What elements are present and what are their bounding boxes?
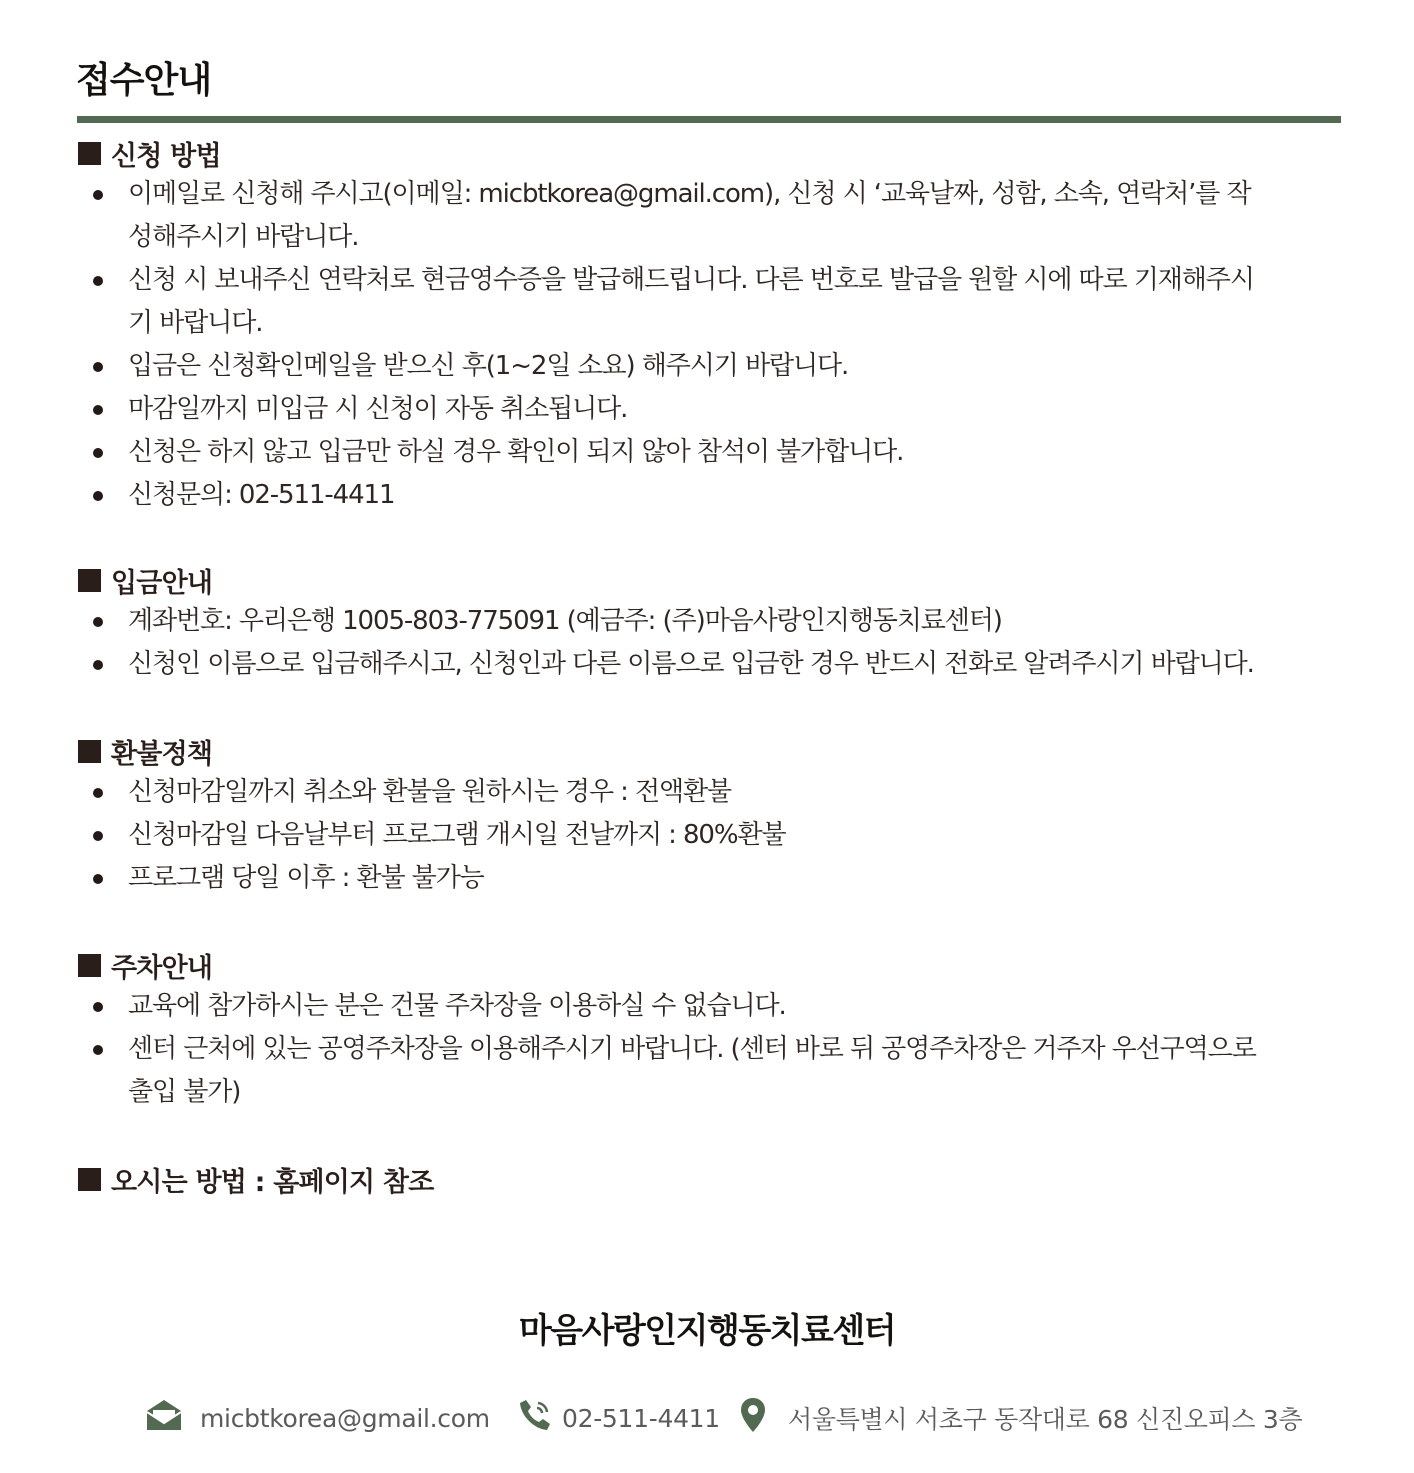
list-item-text: 신청마감일 다음날부터 프로그램 개시일 전날까지 : 80%환불 [128, 820, 786, 850]
square-bullet-icon [78, 954, 101, 977]
bullet-list [78, 985, 1342, 1114]
list-item-text: 성해주시기 바랍니다. [128, 222, 359, 252]
list-item-text: 프로그램 당일 이후 : 환불 불가능 [128, 863, 484, 893]
envelope-icon [146, 1399, 182, 1437]
bullet-list [78, 600, 1342, 686]
bullet-dot-icon [93, 1002, 103, 1012]
bullet-dot-icon [93, 660, 103, 670]
list-item-text: 교육에 참가하시는 분은 건물 주차장을 이용하실 수 없습니다. [128, 991, 786, 1021]
list-item-text: 신청마감일까지 취소와 환불을 원하시는 경우 : 전액환불 [128, 777, 732, 807]
phone-icon [518, 1398, 552, 1438]
title-divider [77, 116, 1341, 123]
list-item-text: 신청은 하지 않고 입금만 하실 경우 확인이 되지 않아 참석이 불가합니다. [128, 437, 904, 467]
center-name: 마음사랑인지행동치료센터 [518, 1311, 896, 1351]
bullet-dot-icon [93, 491, 103, 501]
list-item [78, 857, 1342, 900]
list-item [78, 345, 1342, 388]
bullet-dot-icon [93, 617, 103, 627]
section-heading [78, 731, 1342, 771]
bullet-dot-icon [93, 874, 103, 884]
section-heading-text: 환불정책 [111, 738, 213, 770]
section-parking-info [78, 945, 1342, 1114]
list-item-text: 기 바랍니다. [128, 308, 263, 338]
square-bullet-icon [78, 1168, 101, 1191]
list-item-text: 입금은 신청확인메일을 받으신 후(1~2일 소요) 해주시기 바랍니다. [128, 351, 849, 381]
contact-address [740, 1396, 1302, 1440]
list-item [78, 1028, 1342, 1114]
list-item [78, 173, 1342, 259]
bullet-dot-icon [93, 448, 103, 458]
bullet-dot-icon [93, 190, 103, 200]
page-title: 접수안내 [76, 60, 212, 101]
list-item [78, 259, 1342, 345]
section-heading-text: 입금안내 [111, 567, 213, 599]
contact-email[interactable] [146, 1396, 490, 1440]
section-heading [78, 945, 1342, 985]
list-item-text: 신청인 이름으로 입금해주시고, 신청인과 다른 이름으로 입금한 경우 반드시 전화로 알려주시기 바랍니다. [128, 649, 1254, 679]
bullet-dot-icon [93, 788, 103, 798]
section-payment-info [78, 560, 1342, 686]
bullet-dot-icon [93, 276, 103, 286]
list-item [78, 643, 1342, 686]
list-item-text: 마감일까지 미입금 시 신청이 자동 취소됩니다. [128, 394, 628, 424]
address-text: 서울특별시 서초구 동작대로 68 신진오피스 3층 [788, 1405, 1303, 1434]
phone-text[interactable]: 02-511-4411 [562, 1403, 720, 1433]
list-item [78, 985, 1342, 1028]
section-heading [78, 1159, 1342, 1199]
section-heading-text: 신청 방법 [111, 140, 221, 172]
bullet-dot-icon [93, 362, 103, 372]
bullet-dot-icon [93, 405, 103, 415]
list-item [78, 388, 1342, 431]
list-item-text: 신청 시 보내주신 연락처로 현금영수증을 발급해드립니다. 다른 번호로 발급을 원할 시에 따로 기재해주시 [128, 265, 1254, 295]
bullet-dot-icon [93, 831, 103, 841]
list-item [78, 431, 1342, 474]
section-heading-text: 오시는 방법 : 홈페이지 참조 [111, 1166, 434, 1198]
square-bullet-icon [78, 569, 101, 592]
section-application-method [78, 133, 1342, 517]
bullet-list [78, 771, 1342, 900]
list-item [78, 474, 1342, 517]
list-item-text: 센터 근처에 있는 공영주차장을 이용해주시기 바랍니다. (센터 바로 뒤 공영주차장은 거주자 우선구역으로 [128, 1034, 1256, 1064]
square-bullet-icon [78, 740, 101, 763]
list-item [78, 771, 1342, 814]
location-pin-icon [740, 1397, 766, 1439]
bullet-dot-icon [93, 1045, 103, 1055]
section-heading [78, 133, 1342, 173]
list-item [78, 600, 1342, 643]
section-heading [78, 560, 1342, 600]
list-item [78, 814, 1342, 857]
section-refund-policy [78, 731, 1342, 900]
list-item-text: 이메일로 신청해 주시고(이메일: micbtkorea@gmail.com), 신청 시 ‘교육날짜, 성함, 소속, 연락처’를 작 [128, 179, 1251, 209]
bullet-list [78, 173, 1342, 517]
list-item-text: 계좌번호: 우리은행 1005-803-775091 (예금주: (주)마음사랑인지행동치료센터) [128, 606, 1002, 636]
section-heading-text: 주차안내 [111, 952, 213, 984]
section-directions [78, 1159, 1342, 1199]
contact-phone[interactable] [518, 1396, 720, 1440]
email-text[interactable]: micbtkorea@gmail.com [200, 1403, 490, 1433]
list-item-text: 출입 불가) [128, 1077, 241, 1107]
list-item-text: 신청문의: 02-511-4411 [128, 480, 395, 510]
square-bullet-icon [78, 142, 101, 165]
